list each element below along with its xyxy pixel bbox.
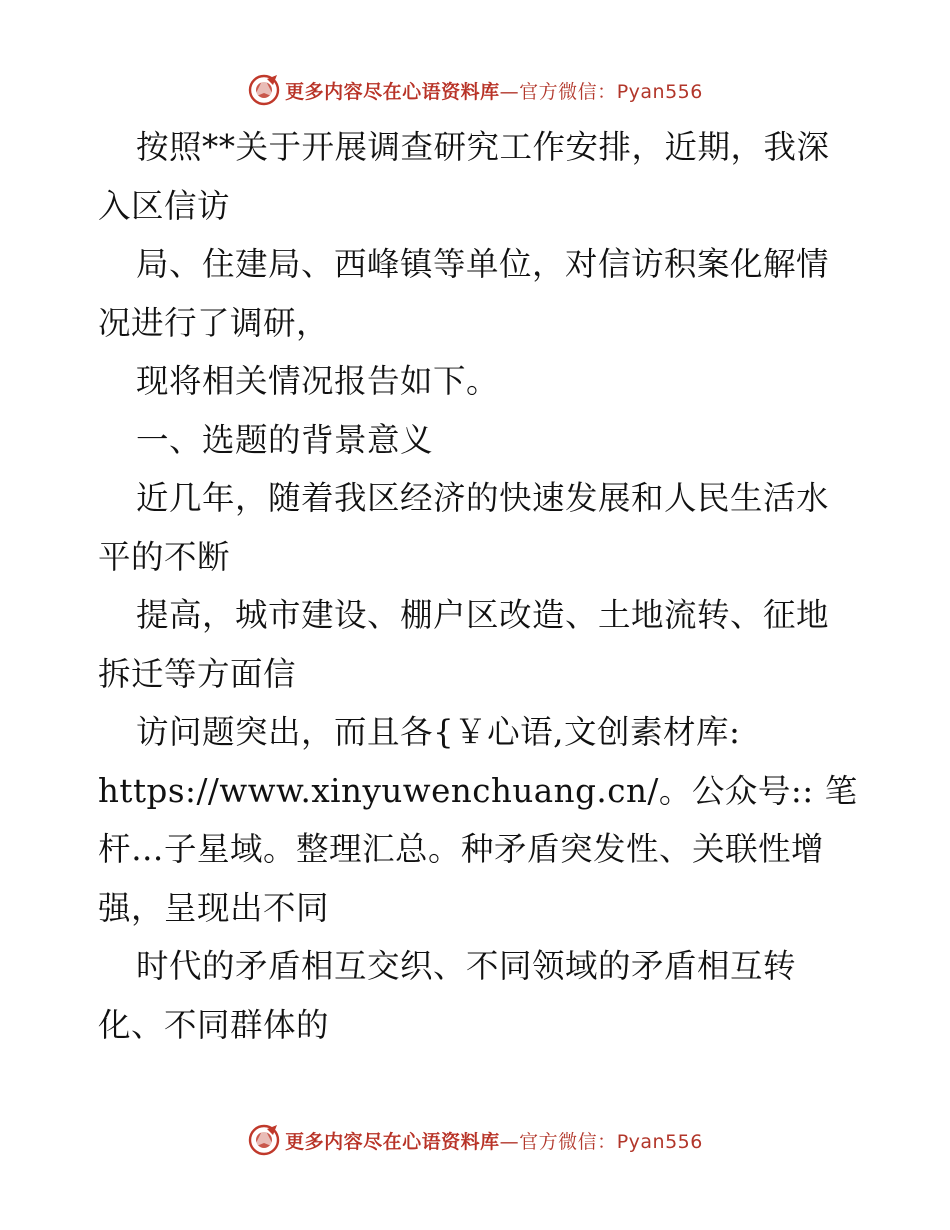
paragraph-line: 近几年，随着我区经济的快速发展和人民生活水 [136,479,830,517]
paragraph-line: 化、不同群体的 [98,1005,330,1044]
paragraph-line: 按照**关于开展调查研究工作安排，近期，我深 [136,128,830,166]
pen-nib-logo-icon [247,1123,281,1157]
paragraph-line: 局、住建局、西峰镇等单位，对信访积案化解情 [136,245,830,283]
paragraph-line: 提高，城市建设、棚户区改造、土地流转、征地 [136,596,830,634]
watermark-text [285,77,703,104]
section-heading: 一、选题的背景意义 [136,420,434,459]
paragraph-line: https://www.xinyuwenchuang.cn/。公众号:: 笔 [98,771,858,810]
paragraph-line: 时代的矛盾相互交织、不同领域的矛盾相互转 [136,947,797,985]
watermark-sub: 官方微信： [519,1130,617,1153]
paragraph-line: 拆迁等方面信 [98,654,297,693]
paragraph-line: 强，呈现出不同 [98,888,330,927]
watermark-text [285,1127,703,1154]
pen-nib-logo-icon [247,73,281,107]
paragraph-line: 访问题突出，而且各{￥心语,文创素材库: [136,713,741,751]
paragraph-line: 现将相关情况报告如下。 [136,362,500,400]
paragraph-line: 入区信访 [98,186,231,225]
watermark-main: 更多内容尽在心语资料库 [285,80,500,103]
watermark-sub: 官方微信： [519,80,617,103]
header-watermark [0,70,950,110]
watermark-id: Pyan556 [616,80,703,103]
watermark-id: Pyan556 [616,1130,703,1153]
paragraph-line: 况进行了调研， [98,303,330,342]
watermark-dash: — [499,1130,520,1153]
paragraph-line: 平的不断 [98,537,231,576]
watermark-dash: — [499,80,520,103]
paragraph-line: 杆…子星域。整理汇总。种矛盾突发性、关联性增 [98,830,825,868]
document-body [98,118,858,1054]
watermark-main: 更多内容尽在心语资料库 [285,1130,500,1153]
footer-watermark [0,1120,950,1160]
